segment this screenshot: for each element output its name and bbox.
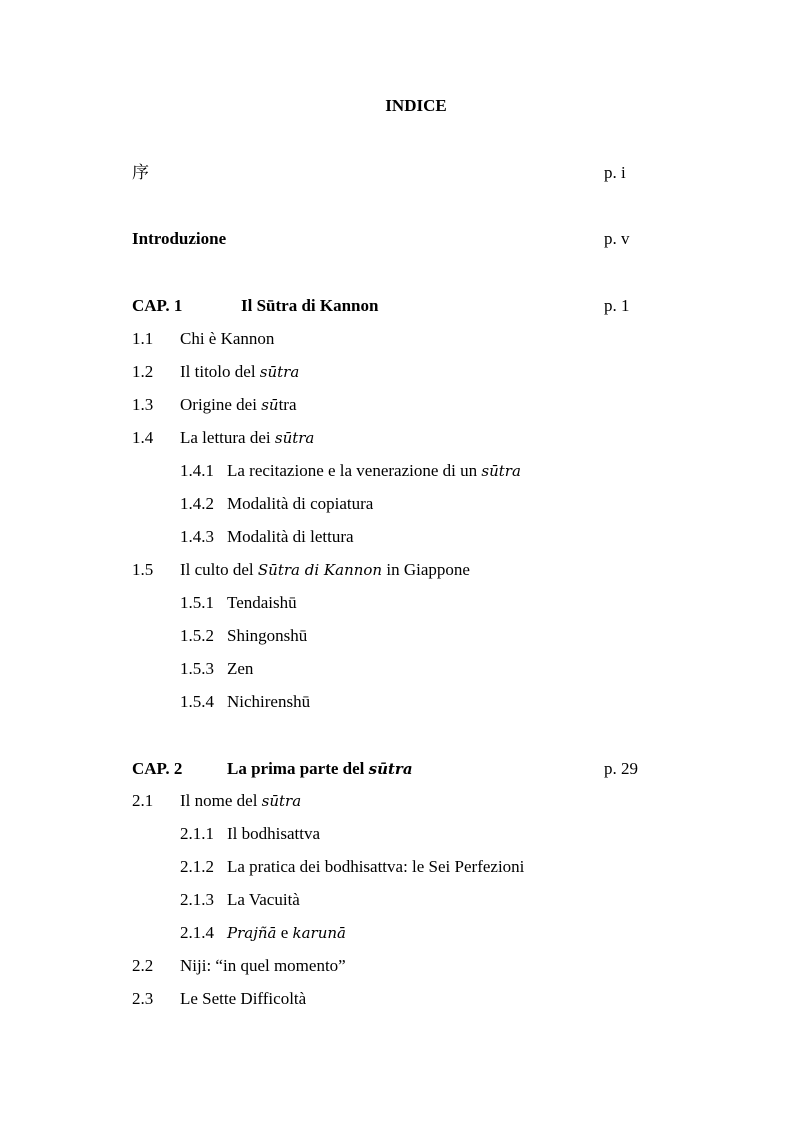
section-title <box>180 394 297 416</box>
subsection-number: 1.5.4 <box>180 692 214 711</box>
subsection-number: 2.1.2 <box>180 857 214 876</box>
toc-subsection-1-5-2[interactable] <box>0 625 794 647</box>
section-title-italic: sūtra <box>274 429 315 447</box>
section-title-text: Il titolo del <box>180 362 260 381</box>
toc-section-1-3[interactable] <box>0 394 794 416</box>
subsection-title: Il bodhisattva <box>227 824 321 843</box>
section-title <box>180 361 299 383</box>
toc-subsection-1-4-2[interactable] <box>0 493 794 515</box>
section-number: 2.1 <box>132 791 154 810</box>
toc-subsection-1-5-1[interactable] <box>0 592 794 614</box>
section-title-italic: Sūtra di Kannon <box>257 561 383 579</box>
section-title-text: La lettura dei <box>180 428 275 447</box>
subsection-title: Modalità di lettura <box>227 527 354 546</box>
section-title-text: Origine dei <box>180 395 262 414</box>
section-number: 1.5 <box>132 560 154 579</box>
toc-chapter-1[interactable] <box>0 295 794 317</box>
section-title-italic: sūtra <box>259 363 300 381</box>
section-title-text-end: tra <box>278 395 297 414</box>
subsection-title-text: e <box>276 923 293 942</box>
subsection-title-italic-2: karunā <box>292 924 346 942</box>
subsection-title: La pratica dei bodhisattva: le Sei Perfezioni <box>227 857 525 876</box>
section-title-italic: sūtra <box>261 792 302 810</box>
chapter-title-text: La prima parte del <box>227 759 369 778</box>
section-number: 1.1 <box>132 329 154 348</box>
toc-subsection-1-4-1[interactable] <box>0 460 794 482</box>
toc-section-2-1[interactable] <box>0 790 794 812</box>
section-title: Niji: “in quel momento” <box>180 956 346 975</box>
toc-section-1-2[interactable] <box>0 361 794 383</box>
toc-subsection-1-5-3[interactable] <box>0 658 794 680</box>
section-title: Le Sette Difficoltà <box>180 989 307 1008</box>
subsection-title <box>227 922 346 944</box>
toc-entry-introduzione[interactable] <box>0 228 794 250</box>
subsection-title: Zen <box>227 659 254 678</box>
toc-chapter-2[interactable] <box>0 758 794 780</box>
toc-page-number: p. i <box>604 163 626 182</box>
chapter-title: Il Sūtra di Kannon <box>241 296 379 315</box>
subsection-title-italic: Prajñā <box>227 924 277 942</box>
subsection-number: 2.1.4 <box>180 923 214 942</box>
subsection-title: Nichirenshū <box>227 692 311 711</box>
section-title-italic: sū <box>261 396 279 414</box>
section-title-text: Il nome del <box>180 791 262 810</box>
toc-page-number: p. v <box>604 229 630 248</box>
section-title: Chi è Kannon <box>180 329 275 348</box>
subsection-number: 1.5.3 <box>180 659 214 678</box>
subsection-number: 1.4.1 <box>180 461 214 480</box>
toc-subsection-1-4-3[interactable] <box>0 526 794 548</box>
toc-entry-label: 序 <box>132 163 149 182</box>
subsection-number: 2.1.3 <box>180 890 214 909</box>
toc-page-number: p. 29 <box>604 759 638 778</box>
toc-section-2-3[interactable] <box>0 988 794 1010</box>
toc-subsection-2-1-1[interactable] <box>0 823 794 845</box>
subsection-title-text: La recitazione e la venerazione di un <box>227 461 482 480</box>
section-number: 2.3 <box>132 989 154 1008</box>
toc-subsection-2-1-2[interactable] <box>0 856 794 878</box>
subsection-number: 1.5.1 <box>180 593 214 612</box>
section-title <box>180 790 301 812</box>
toc-page-number: p. 1 <box>604 296 630 315</box>
section-title <box>180 559 470 581</box>
toc-subsection-2-1-3[interactable] <box>0 889 794 911</box>
subsection-title: Shingonshū <box>227 626 308 645</box>
subsection-title-italic: sūtra <box>481 462 521 480</box>
section-title-text-end: in Giappone <box>382 560 470 579</box>
section-number: 1.4 <box>132 428 154 447</box>
toc-subsection-2-1-4[interactable] <box>0 922 794 944</box>
toc-section-2-2[interactable] <box>0 955 794 977</box>
section-number: 2.2 <box>132 956 154 975</box>
toc-entry-label: Introduzione <box>132 229 227 248</box>
subsection-title: Modalità di copiatura <box>227 494 374 513</box>
chapter-number: CAP. 1 <box>132 296 183 315</box>
chapter-title-italic: sūtra <box>368 760 413 778</box>
chapter-title <box>227 758 413 780</box>
chapter-number: CAP. 2 <box>132 759 183 778</box>
section-title-text: Il culto del <box>180 560 258 579</box>
toc-section-1-5[interactable] <box>0 559 794 581</box>
subsection-title <box>227 460 521 482</box>
section-number: 1.3 <box>132 395 154 414</box>
toc-subsection-1-5-4[interactable] <box>0 691 794 713</box>
subsection-number: 1.4.3 <box>180 527 214 546</box>
section-number: 1.2 <box>132 362 154 381</box>
subsection-number: 2.1.1 <box>180 824 214 843</box>
subsection-title: La Vacuità <box>227 890 300 909</box>
subsection-title: Tendaishū <box>227 593 297 612</box>
subsection-number: 1.4.2 <box>180 494 214 513</box>
subsection-number: 1.5.2 <box>180 626 214 645</box>
toc-section-1-4[interactable] <box>0 427 794 449</box>
section-title <box>180 427 314 449</box>
toc-entry-preface[interactable] <box>0 162 794 184</box>
page-title: INDICE <box>385 96 447 115</box>
toc-section-1-1[interactable] <box>0 328 794 350</box>
